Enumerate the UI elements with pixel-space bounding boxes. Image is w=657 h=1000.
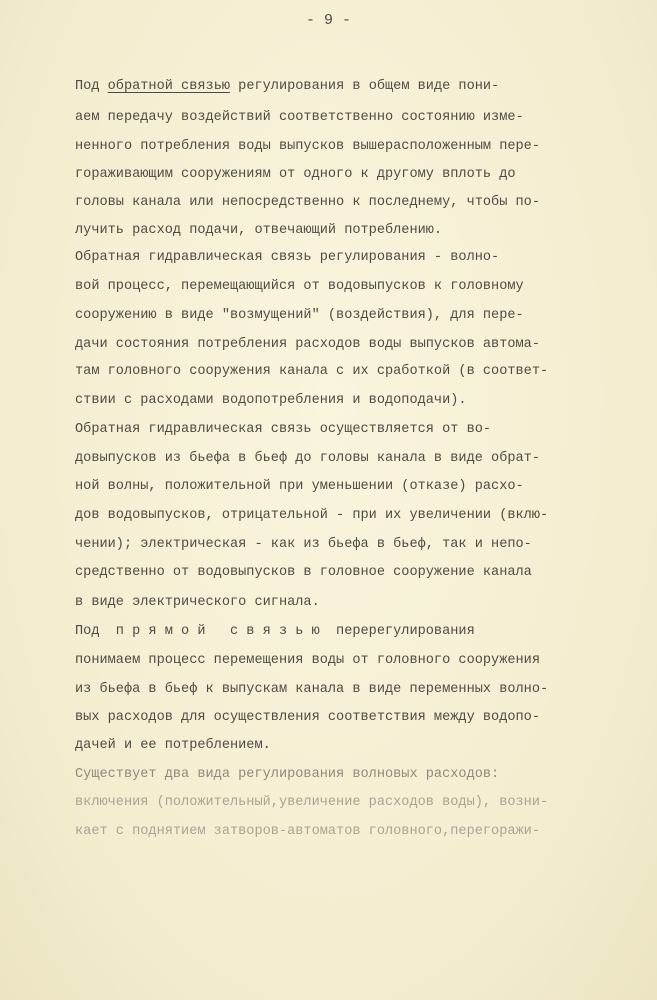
text-line: дов водовыпусков, отрицательной - при их увеличении (вклю-: [75, 508, 549, 523]
text-line: Обратная гидравлическая связь регулирования - волно-: [75, 250, 500, 265]
text-line: понимаем процесс перемещения воды от головного сооружения: [75, 653, 540, 668]
text-line: из бьефа в бьеф к выпускам канала в виде переменных волно-: [75, 682, 549, 697]
text-line: [75, 79, 499, 94]
text-line: Обратная гидравлическая связь осуществляется от во-: [75, 422, 492, 437]
text-line: лучить расход подачи, отвечающий потреблению.: [75, 223, 443, 238]
text-line: сооружению в виде "возмущений" (воздействия), для пере-: [75, 308, 524, 323]
text-line: Существует два вида регулирования волновых расходов:: [75, 767, 500, 782]
text-line: дачей и ее потреблением.: [75, 738, 271, 753]
text-line: средственно от водовыпусков в головное сооружение канала: [75, 565, 532, 580]
text-line: ствии с расходами водопотребления и водоподачи).: [75, 393, 467, 408]
page-number: - 9 -: [305, 12, 351, 29]
text-line: ненного потребления воды выпусков вышерасположенным пере-: [75, 139, 540, 154]
text-line: чении); электрическая - как из бьефа в бьеф, так и непо-: [75, 537, 532, 552]
text-line: вых расходов для осуществления соответствия между водопо-: [75, 710, 540, 725]
underlined-term: обратной связью: [107, 79, 231, 94]
text-line: включения (положительный,увеличение расходов воды), возни-: [75, 795, 549, 810]
text-line: головы канала или непосредственно к последнему, чтобы по-: [75, 195, 540, 210]
text-line: довыпусков из бьефа в бьеф до головы канала в виде обрат-: [75, 451, 540, 466]
text-line: гораживающим сооружениям от одного к другому вплоть до: [75, 167, 516, 182]
text-line: аем передачу воздействий соответственно состоянию изме-: [75, 110, 524, 125]
text-segment: Под: [75, 79, 108, 94]
text-line: дачи состояния потребления расходов воды выпусков автома-: [75, 337, 540, 352]
text-line: вой процесс, перемещающийся от водовыпусков к головному: [75, 279, 524, 294]
text-segment: регулирования в общем виде пони-: [230, 79, 500, 94]
text-line: там головного сооружения канала с их сработкой (в соответ-: [75, 364, 549, 379]
text-line: в виде электрического сигнала.: [75, 595, 320, 610]
text-line: кает с поднятием затворов-автоматов головного,перегоражи-: [75, 824, 540, 839]
text-line: Под п р я м о й с в я з ь ю перерегулирования: [75, 624, 475, 639]
text-line: ной волны, положительной при уменьшении (отказе) расхо-: [75, 479, 524, 494]
